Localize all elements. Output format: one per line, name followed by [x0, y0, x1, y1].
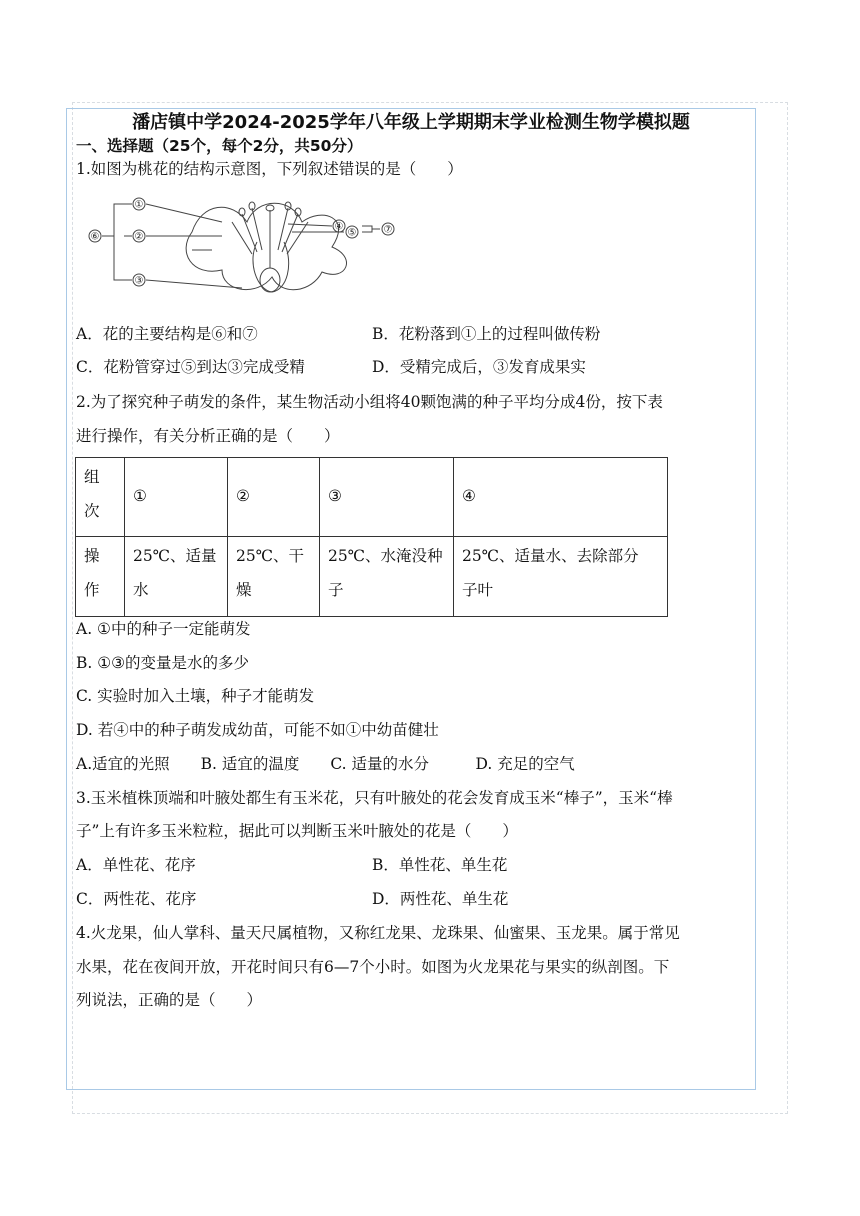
- table-cell: 操 作: [76, 537, 125, 617]
- q2-option-d: D. 若④中的种子萌发成幼苗，可能不如①中幼苗健壮: [76, 721, 439, 739]
- label-5: ⑤: [347, 227, 357, 239]
- table-cell: ②: [228, 458, 320, 537]
- section-heading: 一、选择题（25个，每个2分，共50分）: [76, 137, 363, 155]
- q3-option-a: A．单性花、花序: [76, 856, 196, 874]
- table-row: [76, 537, 668, 617]
- label-6: ⑥: [90, 231, 100, 243]
- q2-option-a: A. ①中的种子一定能萌发: [76, 620, 251, 638]
- table-cell: 25℃、水淹没种 子: [320, 537, 454, 617]
- label-4: ④: [334, 221, 344, 233]
- experiment-table: [75, 457, 668, 617]
- q3-option-c: C．两性花、花序: [76, 890, 197, 908]
- q3-option-b: B．单性花、单生花: [372, 856, 508, 874]
- page-title: 潘店镇中学2024-2025学年八年级上学期期末学业检测生物学模拟题: [132, 112, 690, 133]
- q3-stem-line1: 3.玉米植株顶端和叶腋处都生有玉米花，只有叶腋处的花会发育成玉米“棒子”，玉米“棒: [76, 789, 673, 807]
- q3-stem-line2: 子”上有许多玉米粒粒，据此可以判断玉米叶腋处的花是（ ）: [76, 822, 518, 840]
- q1-option-c: C．花粉管穿过⑤到达③完成受精: [76, 358, 305, 376]
- q2-extra-options: A.适宜的光照 B. 适宜的温度 C. 适量的水分 D. 充足的空气: [76, 755, 575, 773]
- q2-option-c: C. 实验时加入土壤，种子才能萌发: [76, 687, 315, 705]
- q2-stem-line2: 进行操作，有关分析正确的是（ ）: [76, 427, 340, 445]
- q1-stem: 1.如图为桃花的结构示意图，下列叙述错误的是（ ）: [76, 160, 463, 178]
- label-1: ①: [134, 199, 144, 211]
- table-cell: ①: [125, 458, 228, 537]
- q2-stem-line1: 2.为了探究种子萌发的条件，某生物活动小组将40颗饱满的种子平均分成4份，按下表: [76, 393, 663, 411]
- q3-option-d: D．两性花、单生花: [372, 890, 509, 908]
- q4-stem-line3: 列说法，正确的是（ ）: [76, 991, 263, 1009]
- table-row: [76, 458, 668, 537]
- table-cell: 组 次: [76, 458, 125, 537]
- label-7: ⑦: [383, 224, 393, 236]
- q1-option-b: B．花粉落到①上的过程叫做传粉: [372, 325, 601, 343]
- label-2: ②: [134, 231, 144, 243]
- table-cell: ④: [454, 458, 668, 537]
- q4-stem-line2: 水果，花在夜间开放，开花时间只有6—7个小时。如图为火龙果花与果实的纵剖图。下: [76, 958, 670, 976]
- peach-flower-diagram: [82, 192, 402, 304]
- table-cell: 25℃、干 燥: [228, 537, 320, 617]
- label-3: ③: [134, 275, 144, 287]
- q1-option-a: A．花的主要结构是⑥和⑦: [76, 325, 258, 343]
- q2-option-b: B. ①③的变量是水的多少: [76, 654, 250, 672]
- table-cell: ③: [320, 458, 454, 537]
- q1-option-d: D．受精完成后，③发育成果实: [372, 358, 586, 376]
- table-cell: 25℃、适量水、去除部分 子叶: [454, 537, 668, 617]
- q4-stem-line1: 4.火龙果，仙人掌科、量天尺属植物，又称红龙果、龙珠果、仙蜜果、玉龙果。属于常见: [76, 924, 680, 942]
- table-cell: 25℃、适量 水: [125, 537, 228, 617]
